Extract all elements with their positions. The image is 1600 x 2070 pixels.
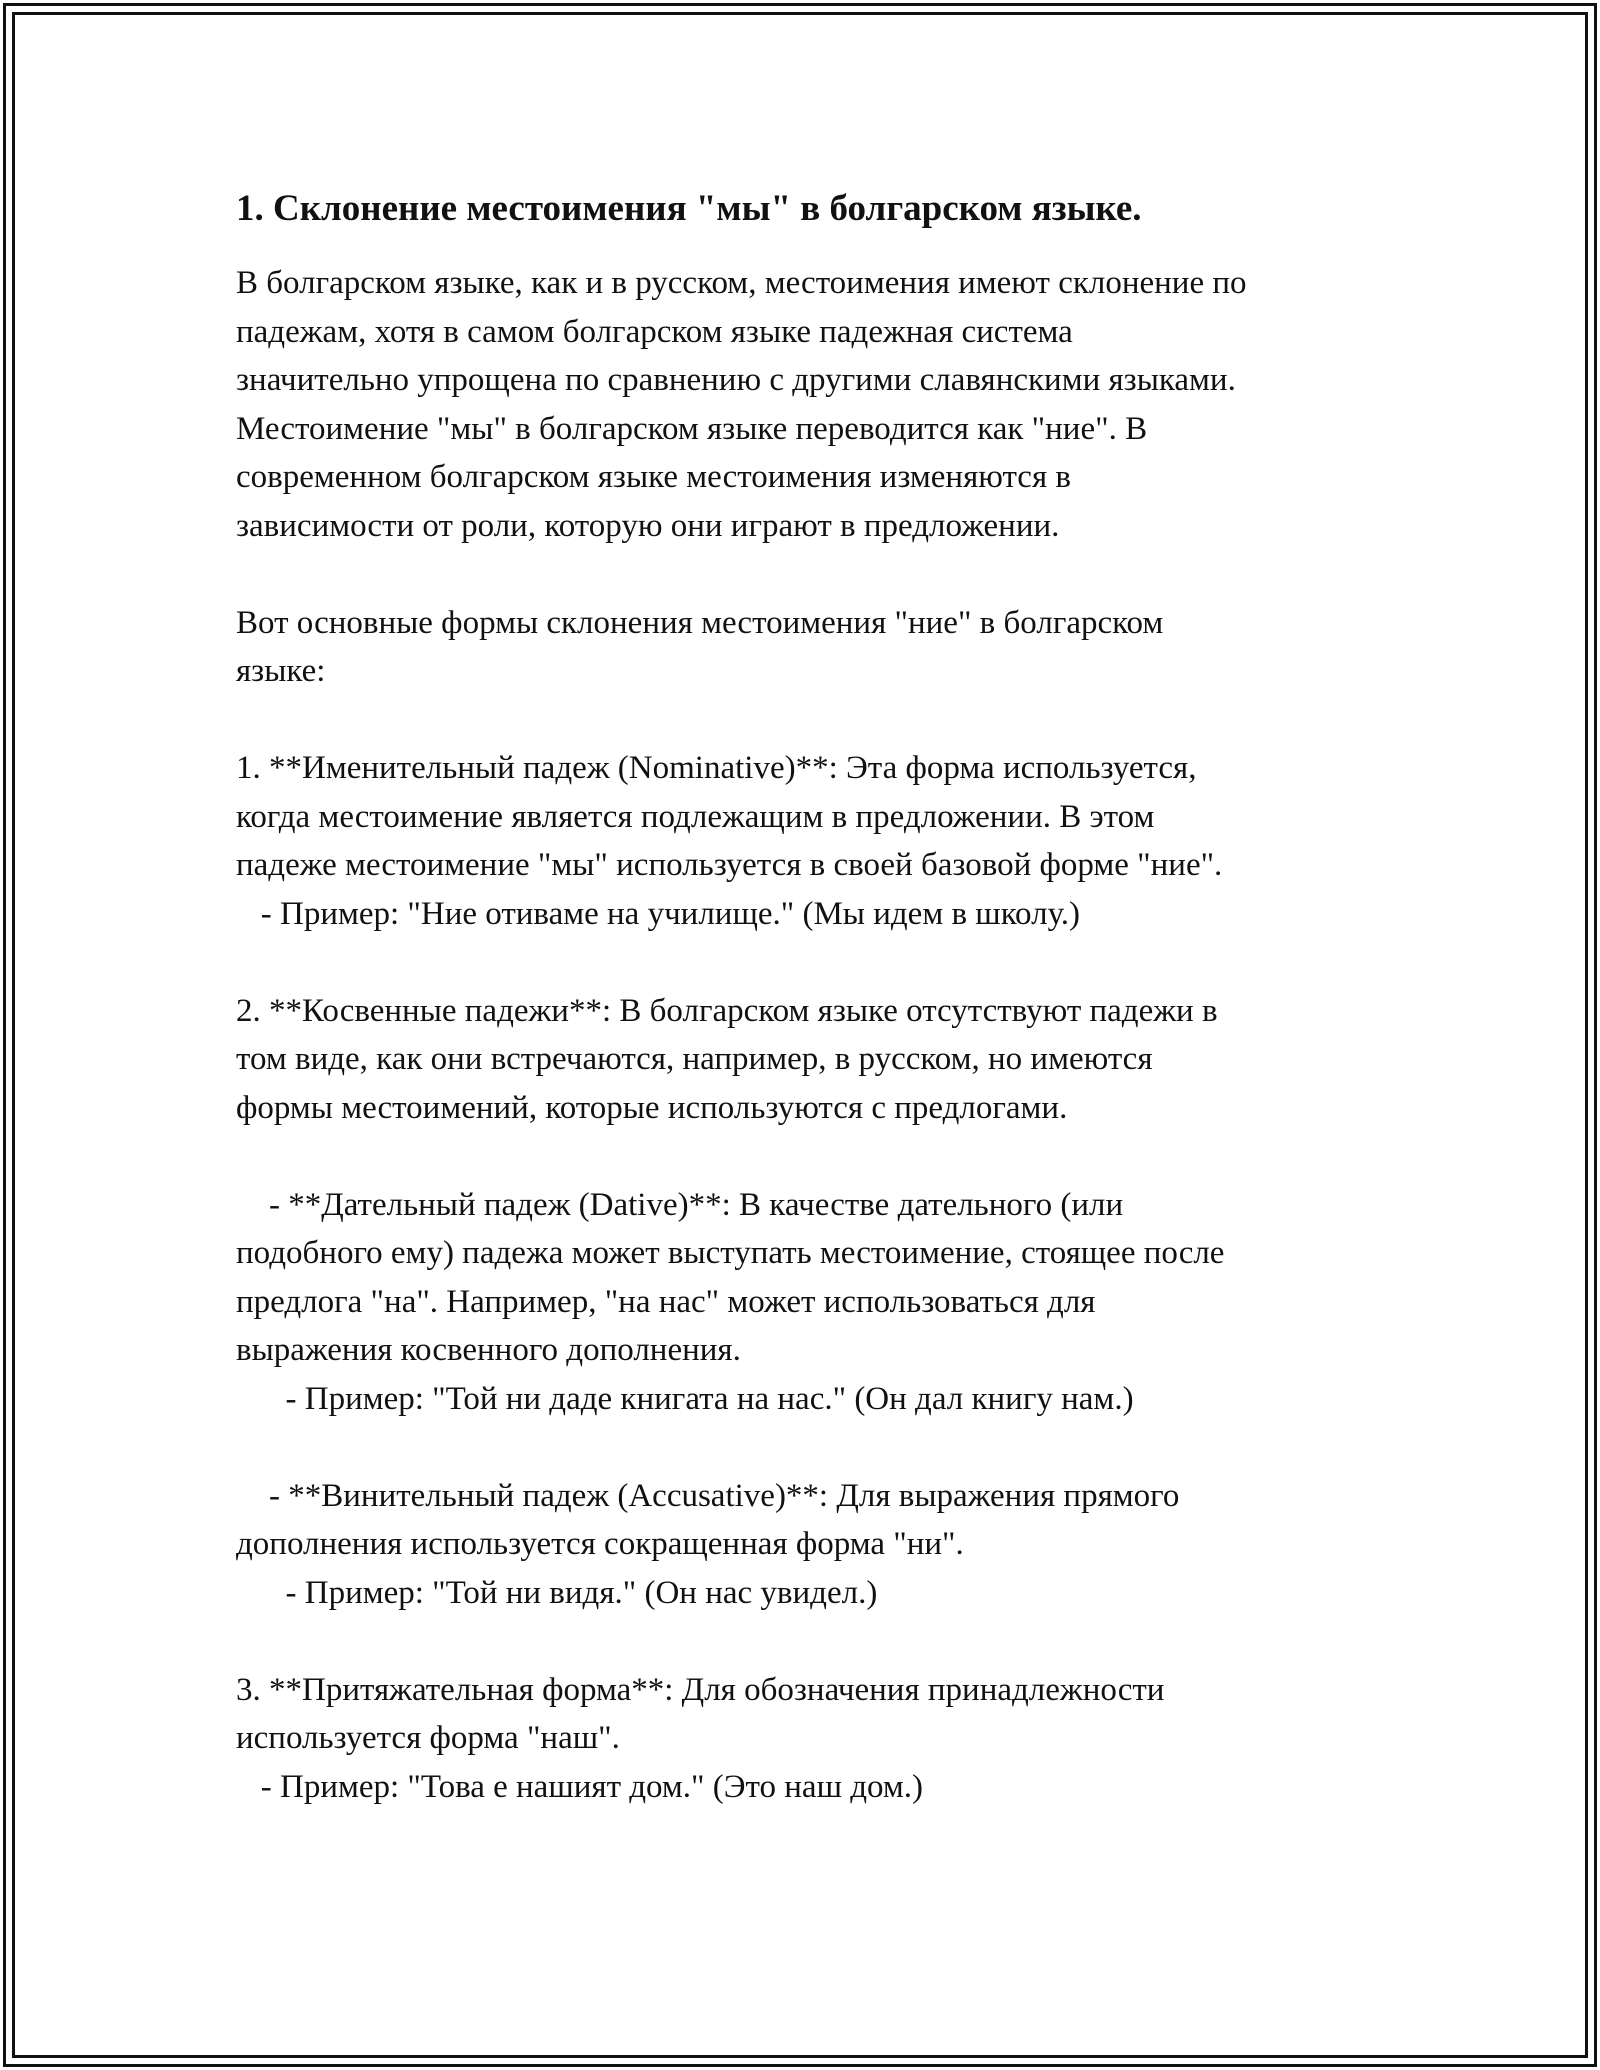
document-body (236, 185, 1416, 1811)
text-line: 3. **Притяжательная форма**: Для обозначения принадлежности (236, 1671, 1165, 1708)
text-line: формы местоимений, которые используются с предлогами. (236, 1089, 1068, 1126)
text-line: том виде, как они встречаются, например, в русском, но имеются (236, 1041, 1153, 1077)
text-line: когда местоимение является подлежащим в предложении. В этом (236, 798, 1155, 835)
text-line: зависимости от роли, которую они играют в предложении. (236, 507, 1060, 544)
blank-line (236, 1617, 1416, 1666)
blank-line (236, 696, 1416, 745)
text-line: В болгарском языке, как и в русском, местоимения имеют склонение по (236, 265, 1247, 301)
blank-line (236, 1132, 1416, 1181)
text-line: - **Дательный падеж (Dative)**: В качестве дательного (или (236, 1186, 1124, 1223)
text-line: Местоимение "мы" в болгарском языке переводится как "ние". В (236, 410, 1148, 447)
text-line: предлога "на". Например, "на нас" может использоваться для (236, 1283, 1096, 1320)
text-line: - Пример: "Това е нашият дом." (Это наш дом.) (236, 1768, 924, 1805)
text-line: Вот основные формы склонения местоимения "ние" в болгарском (236, 604, 1164, 641)
document-text (236, 259, 1416, 1811)
text-line: языке: (236, 653, 326, 689)
blank-line (236, 550, 1416, 599)
text-line: 1. **Именительный падеж (Nominative)**: Эта форма используется, (236, 750, 1197, 786)
text-line: современном болгарском языке местоимения изменяются в (236, 459, 1071, 495)
text-line: - **Винительный падеж (Accusative)**: Для выражения прямого (236, 1477, 1180, 1514)
blank-line (236, 938, 1416, 987)
text-line: используется форма "наш". (236, 1720, 620, 1756)
text-line: выражения косвенного дополнения. (236, 1332, 741, 1368)
text-line: - Пример: "Той ни даде книгата на нас." (Он дал книгу нам.) (236, 1380, 1134, 1417)
text-line: значительно упрощена по сравнению с другими славянскими языками. (236, 362, 1236, 398)
text-line: дополнения используется сокращенная форма "ни". (236, 1526, 964, 1562)
text-line: - Пример: "Той ни видя." (Он нас увидел.) (236, 1574, 878, 1611)
document-heading: 1. Склонение местоимения "мы" в болгарском языке. (236, 188, 1142, 229)
text-line: падеже местоимение "мы" используется в своей базовой форме "ние". (236, 847, 1223, 883)
text-line: подобного ему) падежа может выступать местоимение, стоящее после (236, 1235, 1225, 1271)
text-line: 2. **Косвенные падежи**: В болгарском языке отсутствуют падежи в (236, 992, 1218, 1029)
blank-line (236, 1423, 1416, 1472)
text-line: - Пример: "Ние отиваме на училище." (Мы идем в школу.) (236, 895, 1081, 932)
text-line: падежам, хотя в самом болгарском языке падежная система (236, 313, 1073, 350)
